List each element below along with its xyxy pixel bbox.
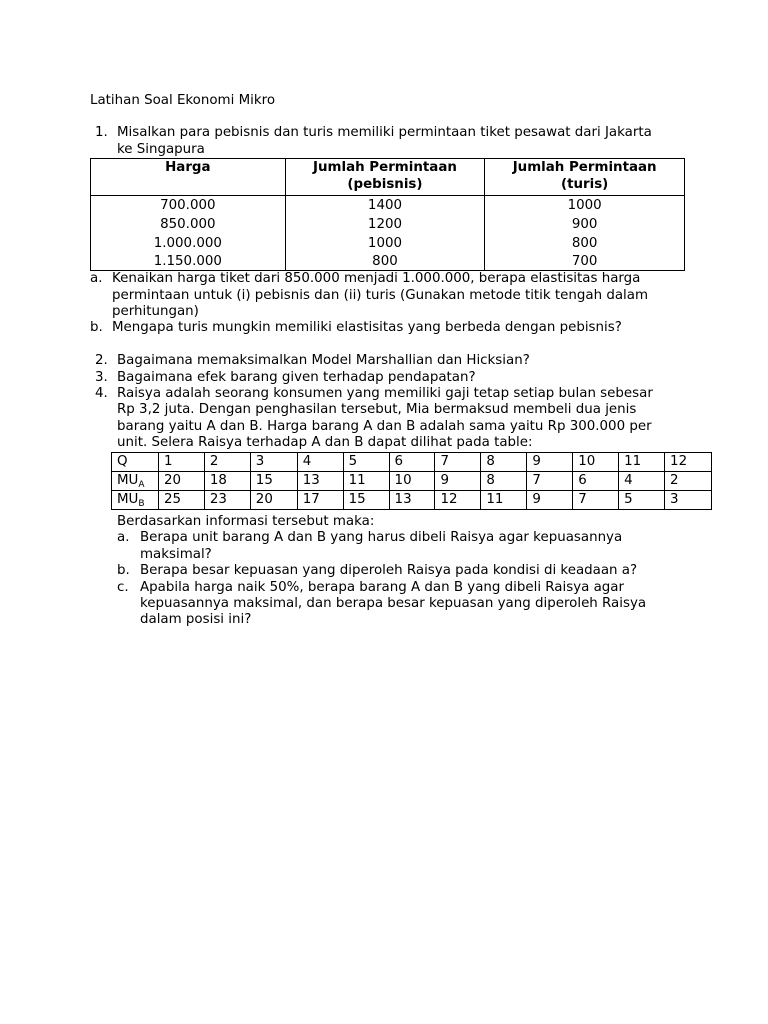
cell-harga: 700.000 [91, 196, 286, 216]
table-row [91, 253, 685, 271]
cell-q: 7 [435, 453, 481, 472]
cell-pebisnis: 1000 [285, 235, 485, 254]
cell-mub: 5 [619, 491, 665, 510]
cell-mua: 10 [389, 472, 435, 491]
cell-q: 4 [297, 453, 343, 472]
cell-mua: 8 [481, 472, 527, 491]
question-4-text-line-3: barang yaitu A dan B. Harga barang A dan B adalah sama yaitu Rp 300.000 per [117, 419, 652, 434]
question-4c-line-3: dalam posisi ini? [140, 612, 252, 627]
cell-mua: 4 [619, 472, 665, 491]
cell-turis: 1000 [485, 196, 685, 216]
cell-mub: 17 [297, 491, 343, 510]
row-label-mua: $MU_A$ [112, 472, 159, 491]
table-row [91, 196, 685, 216]
question-3-text: Bagaimana efek barang given terhadap pendapatan? [117, 370, 476, 385]
cell-mua: 13 [297, 472, 343, 491]
cell-q: 5 [343, 453, 389, 472]
cell-mua: 2 [665, 472, 712, 491]
cell-mub: 9 [527, 491, 573, 510]
question-4a-line-1: Berapa unit barang A dan B yang harus dibeli Raisya agar kepuasannya [140, 530, 623, 545]
question-1-text-line-1: Misalkan para pebisnis dan turis memiliki permintaan tiket pesawat dari Jakarta [117, 125, 652, 140]
header-jumlah-turis: Jumlah Permintaan (turis) [485, 159, 685, 196]
question-4-number: 4. [95, 386, 108, 401]
cell-q: 2 [204, 453, 250, 472]
cell-mub: 25 [158, 491, 204, 510]
cell-q: 3 [250, 453, 297, 472]
cell-mub: 13 [389, 491, 435, 510]
question-4b-label: b. [117, 563, 130, 578]
row-label-q: Q [112, 453, 159, 472]
table-row [91, 216, 685, 235]
cell-harga: 850.000 [91, 216, 286, 235]
cell-q: 9 [527, 453, 573, 472]
cell-turis: 800 [485, 235, 685, 254]
cell-mub: 3 [665, 491, 712, 510]
cell-mub: 23 [204, 491, 250, 510]
question-2-text: Bagaimana memaksimalkan Model Marshallian dan Hicksian? [117, 353, 530, 368]
cell-mub: 20 [250, 491, 297, 510]
question-4a-label: a. [117, 530, 130, 545]
mu-table-row-mub [112, 491, 712, 510]
question-1a-label: a. [90, 271, 103, 286]
question-4-text-line-4: unit. Selera Raisya terhadap A dan B dapat dilihat pada table: [117, 435, 533, 450]
cell-mua: 7 [527, 472, 573, 491]
cell-mua: 15 [250, 472, 297, 491]
question-1b-label: b. [90, 320, 103, 335]
question-4-text-line-1: Raisya adalah seorang konsumen yang memiliki gaji tetap setiap bulan sebesar [117, 386, 653, 401]
cell-mua: 20 [158, 472, 204, 491]
table-row [91, 235, 685, 254]
cell-mub: 12 [435, 491, 481, 510]
cell-mub: 15 [343, 491, 389, 510]
cell-pebisnis: 800 [285, 253, 485, 271]
marginal-utility-table [111, 452, 712, 510]
row-label-mub: $MU_B$ [112, 491, 159, 510]
cell-q: 10 [573, 453, 619, 472]
question-1b-line-1: Mengapa turis mungkin memiliki elastisitas yang berbeda dengan pebisnis? [112, 320, 622, 335]
demand-table-header [91, 159, 685, 196]
question-1a-line-2: permintaan untuk (i) pebisnis dan (ii) turis (Gunakan metode titik tengah dalam [112, 288, 648, 303]
cell-mua: 9 [435, 472, 481, 491]
question-2-number: 2. [95, 353, 108, 368]
cell-mua: 18 [204, 472, 250, 491]
cell-turis: 900 [485, 216, 685, 235]
question-3-number: 3. [95, 370, 108, 385]
question-1a-line-3: perhitungan) [112, 304, 199, 319]
mu-table-row-q [112, 453, 712, 472]
mu-table-row-mua [112, 472, 712, 491]
cell-q: 8 [481, 453, 527, 472]
document-title: Latihan Soal Ekonomi Mikro [90, 93, 276, 108]
question-4-intro: Berdasarkan informasi tersebut maka: [117, 514, 375, 529]
question-4b-line-1: Berapa besar kepuasan yang diperoleh Raisya pada kondisi di keadaan a? [140, 563, 638, 578]
cell-turis: 700 [485, 253, 685, 271]
cell-harga: 1.000.000 [91, 235, 286, 254]
question-4-text-line-2: Rp 3,2 juta. Dengan penghasilan tersebut, Mia bermaksud membeli dua jenis [117, 402, 637, 417]
question-4c-label: c. [117, 580, 129, 595]
cell-mua: 11 [343, 472, 389, 491]
cell-q: 6 [389, 453, 435, 472]
question-1-number: 1. [95, 125, 108, 140]
cell-pebisnis: 1200 [285, 216, 485, 235]
question-1-text-line-2: ke Singapura [117, 142, 205, 157]
cell-q: 1 [158, 453, 204, 472]
cell-q: 12 [665, 453, 712, 472]
question-4c-line-1: Apabila harga naik 50%, berapa barang A dan B yang dibeli Raisya agar [140, 580, 625, 595]
cell-mub: 11 [481, 491, 527, 510]
cell-q: 11 [619, 453, 665, 472]
cell-pebisnis: 1400 [285, 196, 485, 216]
cell-mua: 6 [573, 472, 619, 491]
question-4c-line-2: kepuasannya maksimal, dan berapa besar kepuasan yang diperoleh Raisya [140, 596, 647, 611]
cell-mub: 7 [573, 491, 619, 510]
cell-harga: 1.150.000 [91, 253, 286, 271]
question-4a-line-2: maksimal? [140, 547, 212, 562]
demand-table [90, 158, 685, 271]
question-1a-line-1: Kenaikan harga tiket dari 850.000 menjadi 1.000.000, berapa elastisitas harga [112, 271, 641, 286]
header-jumlah-pebisnis: Jumlah Permintaan (pebisnis) [285, 159, 485, 196]
header-harga: Harga [91, 159, 286, 196]
